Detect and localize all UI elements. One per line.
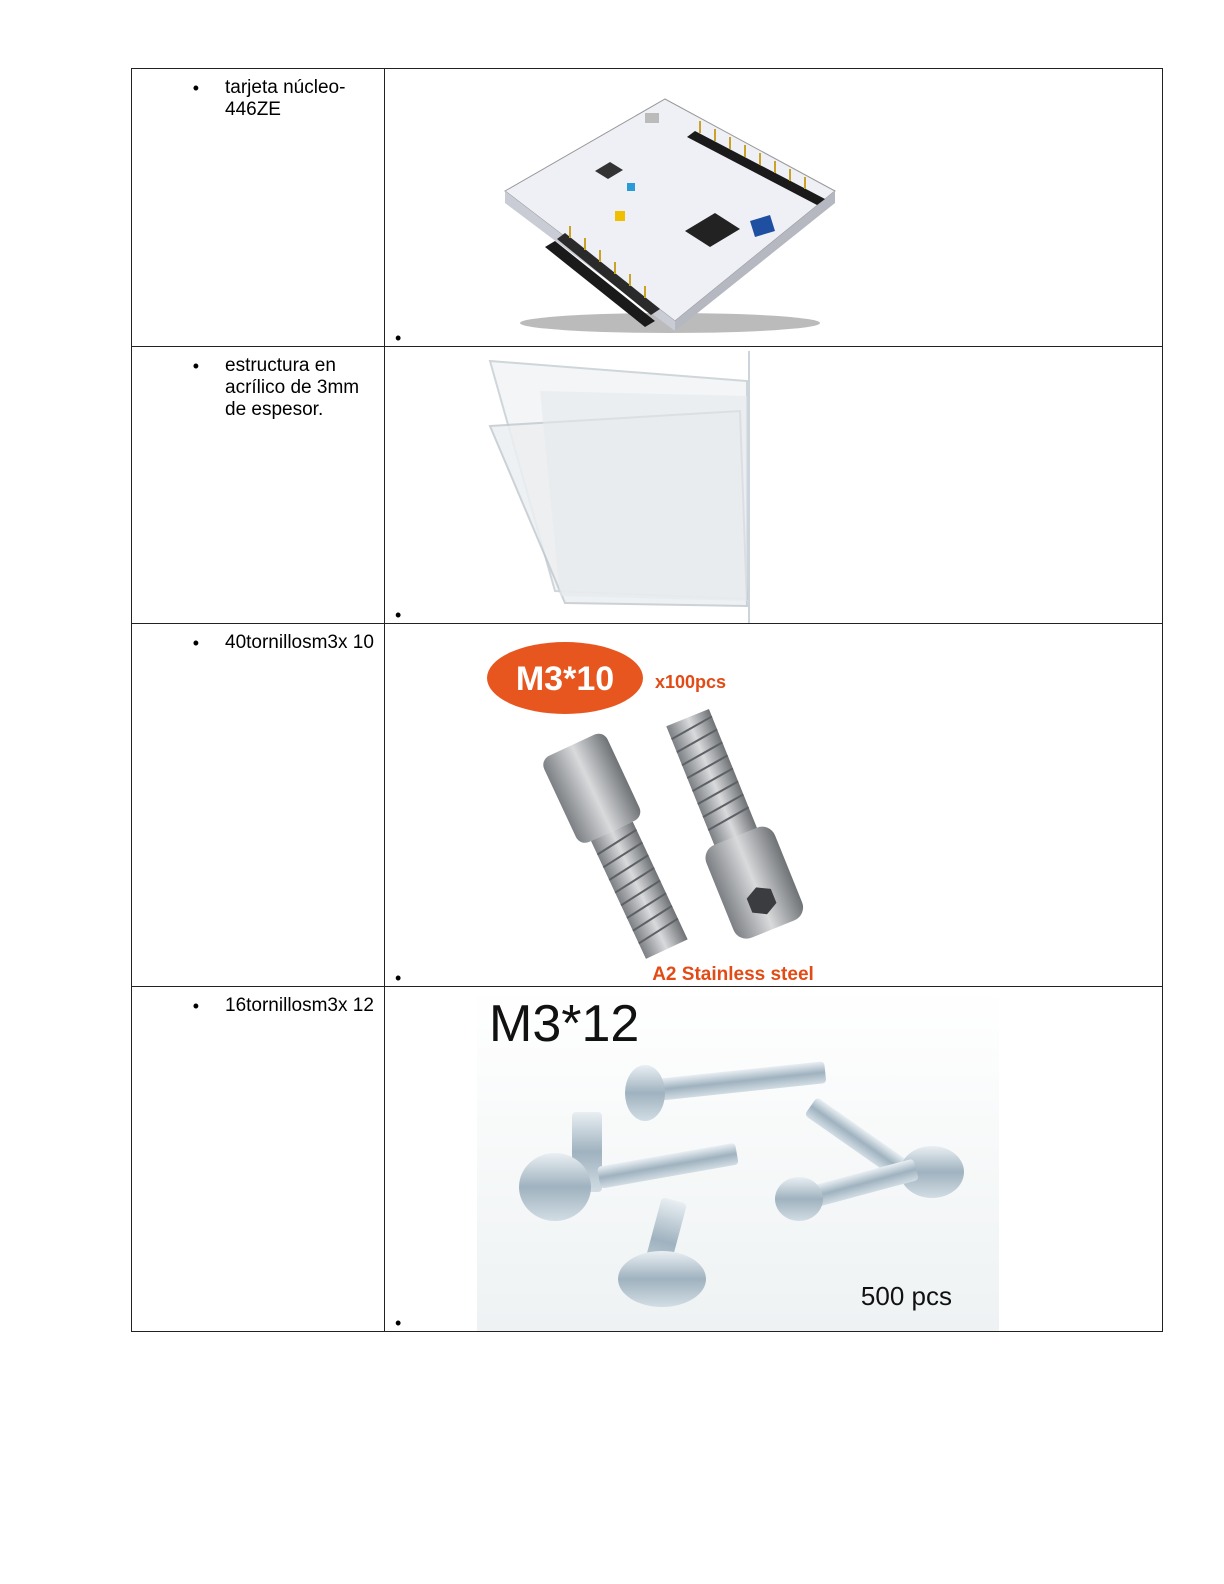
socket-screws-image — [485, 632, 835, 982]
m312-qty-label: 500 pcs — [860, 1281, 952, 1311]
empty-bullet-icon: • — [395, 328, 402, 348]
parts-table — [131, 68, 1163, 1332]
image-cell — [385, 347, 1163, 624]
image-cell — [385, 69, 1163, 347]
item-text: 16tornillosm3x 12 — [225, 995, 374, 1016]
item-cell — [132, 624, 385, 987]
item-text: tarjeta núcleo-446ZE — [225, 77, 346, 120]
list-item — [132, 347, 384, 421]
table-row — [132, 624, 1163, 987]
table-row — [132, 987, 1163, 1332]
material-label: A2 Stainless steel — [652, 964, 814, 982]
table-row — [132, 69, 1163, 347]
empty-bullet-icon: • — [395, 1313, 402, 1333]
item-text: 40tornillosm3x 10 — [225, 632, 374, 653]
list-item — [132, 987, 384, 1018]
bullet-icon — [132, 77, 225, 121]
m310-badge-label: M3*10 — [515, 660, 615, 698]
image-cell — [385, 624, 1163, 987]
m312-title: M3*12 — [489, 995, 640, 1053]
nucleo-board-image — [495, 91, 845, 341]
empty-bullet-icon: • — [395, 605, 402, 625]
pan-head-screws-image — [477, 987, 999, 1331]
table-row — [132, 347, 1163, 624]
item-cell — [132, 347, 385, 624]
item-cell — [132, 987, 385, 1332]
m310-qty-label: x100pcs — [655, 672, 727, 692]
list-item — [132, 69, 384, 121]
bullet-icon — [132, 632, 225, 655]
bullet-icon — [132, 355, 225, 421]
acrylic-sheets-image — [485, 351, 751, 623]
image-cell — [385, 987, 1163, 1332]
item-cell — [132, 69, 385, 347]
empty-bullet-icon: • — [395, 968, 402, 988]
bullet-icon — [132, 995, 225, 1018]
item-text: estructura en acrílico de 3mm de espesor. — [225, 355, 360, 420]
list-item — [132, 624, 384, 655]
